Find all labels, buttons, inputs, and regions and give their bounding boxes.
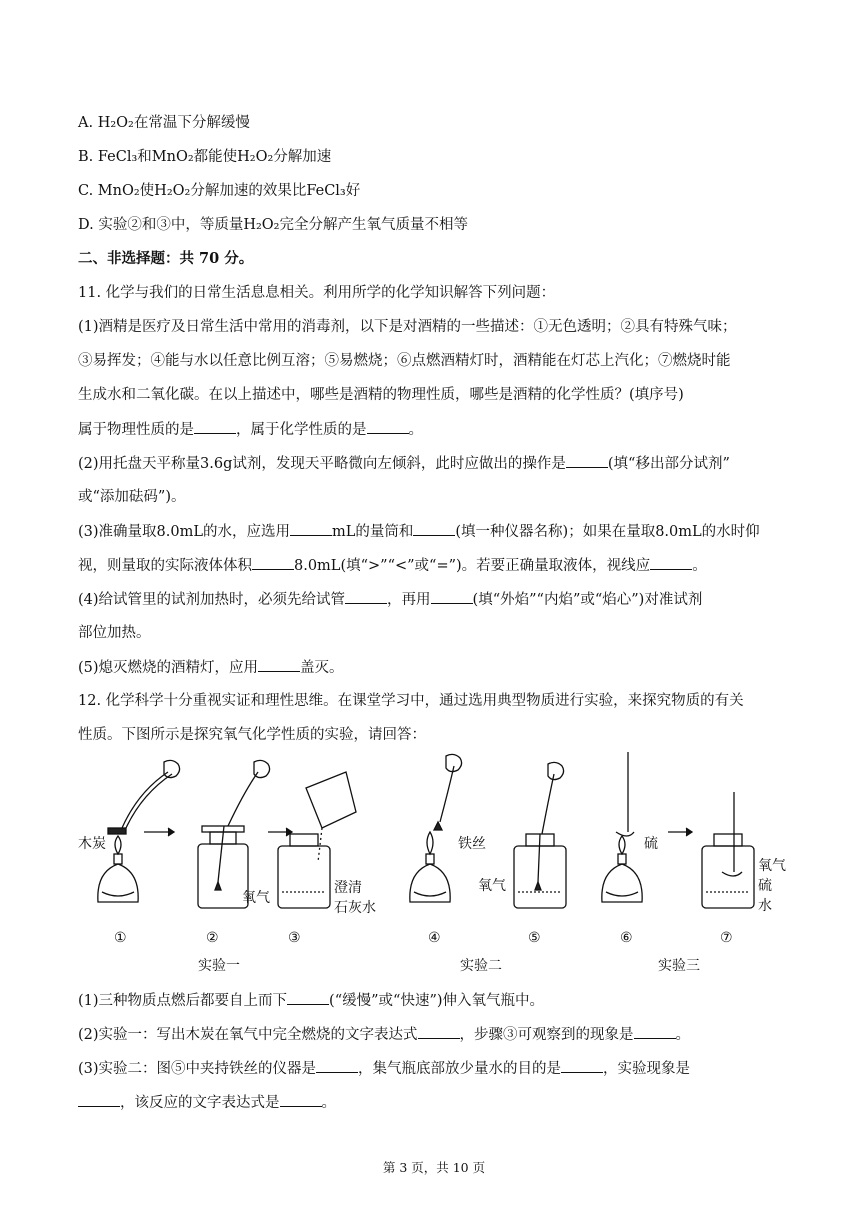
option-b: B. FeCl₃和MnO₂都能使H₂O₂分解加速 [78,149,332,165]
alcohol-lamp-4 [410,754,462,902]
gas-bottle-2 [198,760,270,908]
q11-p2-line1: (2)用托盘天平称量3.6g试剂，发现天平略微向左倾斜，此时应做出的操作是 (填“移出部分试剂” [78,453,730,474]
q11-p4-line2: 部位加热。 [78,625,151,641]
answer-blank[interactable] [561,1058,603,1073]
step-3: ③ [288,930,301,946]
oxygen-experiment-figure [78,752,790,982]
q11-p1-line2: ③易挥发；④能与水以任意比例互溶；⑤易燃烧；⑥点燃酒精灯时，酒精能在灯芯上汽化；⑦燃烧时能 [78,353,731,369]
arrow-1-head [168,828,174,836]
step-2: ② [206,930,219,946]
q11-p1-line4: 属于物理性质的是 ，属于化学性质的是 。 [78,419,423,440]
arrow-3-head [686,828,692,836]
gas-bottle-7 [702,792,754,908]
answer-blank[interactable] [650,555,692,570]
answer-blank[interactable] [418,1024,460,1039]
q11-p1-line3: 生成水和二氧化碳。在以上描述中，哪些是酒精的物理性质，哪些是酒精的化学性质？(填序号) [78,387,684,403]
section-title: 二、非选择题：共 70 分。 [78,250,254,267]
label-oxygen-5: 氧气 [478,878,506,894]
label-sulfur: 硫 [644,836,658,852]
answer-blank[interactable] [280,1092,322,1107]
answer-blank[interactable] [258,657,300,672]
q11-p4-line1: (4)给试管里的试剂加热时，必须先给试管 ，再用 (填“外焰”“内焰”或“焰心”)对准试剂 [78,589,702,610]
answer-blank[interactable] [345,589,387,604]
q12-p3-line2: ，该反应的文字表达式是 。 [78,1092,336,1113]
answer-blank[interactable] [252,555,294,570]
q11-stem: 11. 化学与我们的日常生活息息相关。利用所学的化学知识解答下列问题： [78,285,556,301]
answer-blank[interactable] [290,521,332,536]
answer-blank[interactable] [287,990,329,1005]
gas-bottle-5 [514,762,566,908]
q12-p1: (1)三种物质点燃后都要自上而下 (“缓慢”或“快速”)伸入氧气瓶中。 [78,990,544,1011]
answer-blank[interactable] [634,1024,676,1039]
option-d: D. 实验②和③中，等质量H₂O₂完全分解产生氧气质量不相等 [78,217,468,233]
q11-p2-line2: 或“添加砝码”)。 [78,489,186,505]
label-limewater-2: 石灰水 [334,900,376,916]
label-charcoal: 木炭 [78,836,106,852]
label-iron-wire: 铁丝 [458,836,486,852]
group-exp-1: 实验一 [198,958,240,974]
answer-blank[interactable] [316,1058,358,1073]
q11-p3-line1: (3)准确量取8.0mL的水，应选用 mL的量筒和 (填一种仪器名称)；如果在量取8.0mL的水时仰 [78,521,760,542]
q11-p3-line2: 视，则量取的实际液体体积 8.0mL(填“>”“<”或“=”)。若要正确量取液体，视线应 。 [78,555,707,576]
alcohol-lamp-1 [98,760,180,902]
alcohol-lamp-6 [602,752,642,902]
step-5: ⑤ [528,930,541,946]
page-footer: 第 3 页，共 10 页 [382,1160,486,1175]
step-1: ① [114,930,127,946]
q12-p2: (2)实验一：写出木炭在氧气中完全燃烧的文字表达式 ，步骤③可观察到的现象是 。 [78,1024,690,1045]
answer-blank[interactable] [566,453,608,468]
arrow-2-head [286,828,292,836]
label-water: 水 [758,898,772,914]
option-a: A. H₂O₂在常温下分解缓慢 [78,115,250,131]
answer-blank[interactable] [431,589,473,604]
label-sulfur-7: 硫 [758,878,772,894]
q12-p3-line1: (3)实验二：图⑤中夹持铁丝的仪器是 ，集气瓶底部放少量水的目的是 ，实验现象是 [78,1058,690,1079]
q11-p5: (5)熄灭燃烧的酒精灯，应用 盖灭。 [78,657,344,678]
answer-blank[interactable] [413,521,455,536]
group-exp-3: 实验三 [658,958,700,974]
q12-stem-line2: 性质。下图所示是探究氧气化学性质的实验，请回答： [78,727,426,743]
answer-blank[interactable] [78,1092,120,1107]
label-oxygen: 氧气 [242,890,270,906]
step-4: ④ [428,930,441,946]
option-c: C. MnO₂使H₂O₂分解加速的效果比FeCl₃好 [78,183,361,199]
answer-blank[interactable] [194,419,236,434]
answer-blank[interactable] [367,419,409,434]
step-6: ⑥ [620,930,633,946]
label-oxygen-7: 氧气 [758,858,786,874]
step-7: ⑦ [720,930,733,946]
group-exp-2: 实验二 [460,958,502,974]
q11-p1-line1: (1)酒精是医疗及日常生活中常用的消毒剂，以下是对酒精的一些描述：①无色透明；②具有特殊气味； [78,319,737,335]
q12-stem-line1: 12. 化学科学十分重视实证和理性思维。在课堂学习中，通过选用典型物质进行实验，来探究物质的有关 [78,693,744,709]
label-limewater-1: 澄清 [334,880,362,896]
